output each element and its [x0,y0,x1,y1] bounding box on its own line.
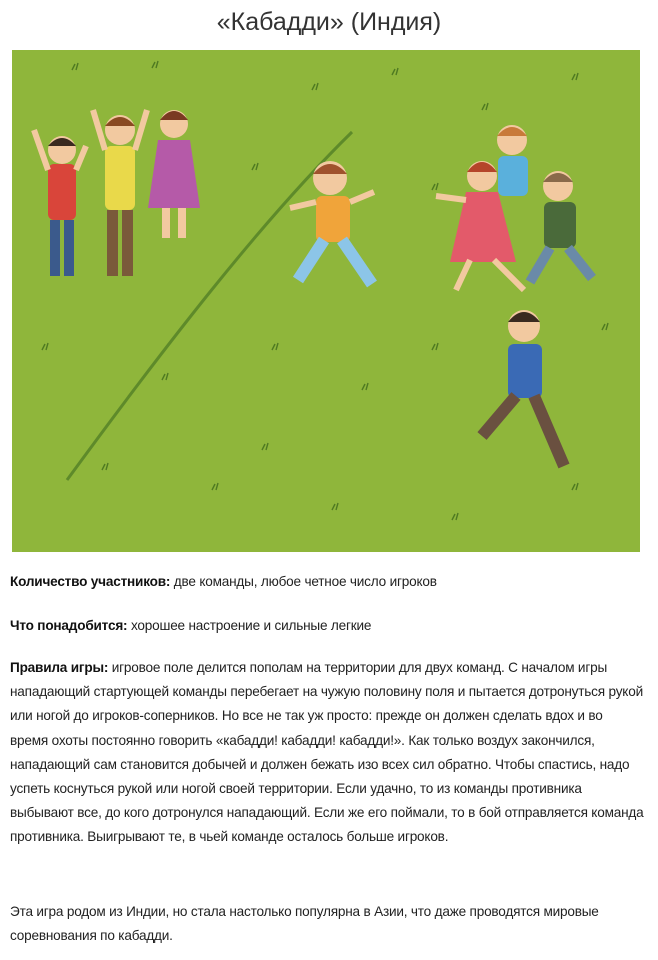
players-count-label: Количество участников: [10,574,171,589]
requirements-paragraph [10,614,644,638]
rules-label: Правила игры: [10,660,109,675]
players-count-paragraph [10,570,644,594]
rules-text: игровое поле делится пополам на территории для двух команд. С началом игры нападающий стартующей команды перебегает на чужую половину поля и пытается дотронуться рукой или ногой до игроков-соперников. Но все не так уж просто: прежде он должен сделать вдох и во время охоты постоянно говорить «кабадди! кабадди! кабадди!». Как только воздух закончился, нападающий сам становится добычей и должен бежать изо всех сил обратно. Чтобы спастись, надо успеть коснуться рукой или ногой своей территории. Если удачно, то из команды противника выбывают все, до кого дотронулся нападающий. Если же его поймали, то в бой отправляется команда противника. Выигрывают те, в чьей команде осталось больше игроков. [10,660,644,845]
origin-text: Эта игра родом из Индии, но стала настолько популярна в Азии, что даже проводятся мировые соревнования по кабадди. [10,904,599,944]
page-title: «Кабадди» (Индия) [216,8,442,36]
rules-paragraph [10,656,644,850]
requirements-label: Что понадобится: [10,618,128,633]
kabaddi-illustration [12,50,640,552]
players-count-text: две команды, любое четное число игроков [170,574,437,589]
origin-paragraph [10,900,644,948]
requirements-text: хорошее настроение и сильные легкие [127,618,372,633]
